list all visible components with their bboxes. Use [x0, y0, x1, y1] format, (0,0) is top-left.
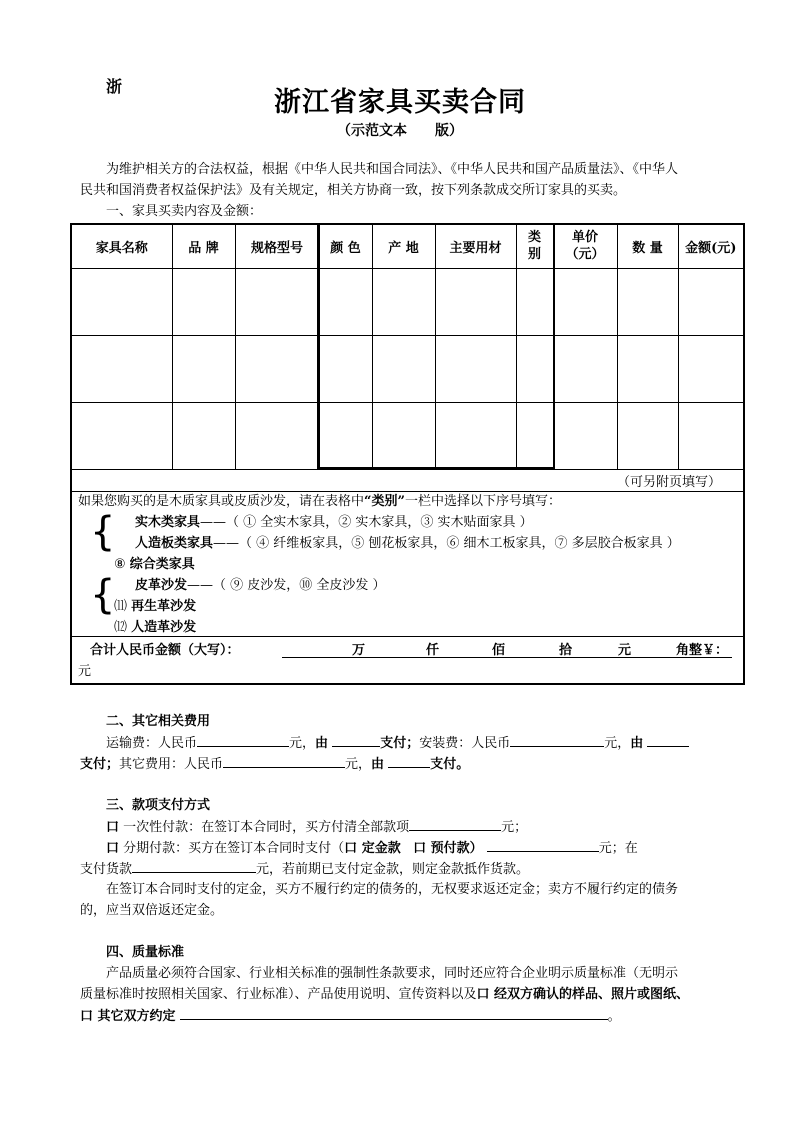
section4-line2 — [80, 984, 689, 1005]
table-cell[interactable] — [172, 268, 235, 335]
table-cell[interactable] — [617, 402, 678, 469]
yuan-text: 元， — [604, 736, 631, 751]
col-header-label: 别 — [527, 247, 541, 263]
category-label: 皮革沙发 — [135, 577, 188, 593]
total-tail: 元 — [78, 663, 92, 679]
category-label: 再生革沙发 — [131, 598, 197, 614]
unit-jiao: 角整￥： — [676, 642, 729, 658]
pay-text: 支付； — [380, 736, 420, 751]
col-header — [235, 224, 319, 268]
install-pay-amount-field[interactable] — [487, 837, 599, 852]
page-title: 浙江省家具买卖合同 — [274, 87, 526, 118]
unit-shi: 拾 — [559, 642, 573, 658]
lump-amount-field[interactable] — [409, 816, 501, 831]
shipping-amount-field[interactable] — [197, 732, 289, 747]
pay-end-text: 支付。 — [430, 757, 470, 772]
table-cell[interactable] — [678, 268, 744, 335]
table-highlight-box — [317, 223, 555, 469]
shipping-label: 运输费：人民币 — [106, 736, 198, 751]
table-cell[interactable] — [71, 335, 172, 402]
category-num: ⑾ — [114, 598, 128, 614]
col-header — [617, 224, 678, 268]
category-label: 人造革沙发 — [131, 619, 197, 635]
section1-heading: 一、家具买卖内容及金额： — [106, 204, 263, 219]
sample-option[interactable]: 口 经双方确认的样品、照片或图纸、 — [476, 987, 690, 1002]
col-header-label: 家具名称 — [95, 240, 148, 256]
table-cell[interactable] — [553, 402, 617, 469]
other-fee-label: 其它费用：人民币 — [119, 757, 224, 772]
col-header-label: 类 — [527, 230, 541, 246]
col-header-label: （元） — [565, 247, 605, 263]
table-cell[interactable] — [553, 335, 617, 402]
category-note-text: 如果您购买的是木质家具或皮质沙发，请在表格中 — [78, 493, 365, 509]
by-text: 由 — [371, 757, 385, 772]
col-header-label: 产 地 — [388, 240, 419, 256]
by-text: 由 — [315, 736, 329, 751]
table-cell[interactable] — [678, 402, 744, 469]
col-header-label: 单价 — [571, 230, 598, 246]
install-checkbox[interactable]: 口 — [106, 841, 120, 856]
install-amount-field[interactable] — [510, 732, 604, 747]
col-header-label: 数 量 — [632, 240, 663, 256]
lump-checkbox[interactable]: 口 — [106, 820, 120, 835]
category-item — [135, 533, 680, 554]
category-note-key: “类别” — [364, 493, 405, 509]
pay-text: 支付； — [80, 757, 120, 772]
col-header — [172, 224, 235, 268]
install-payer-field[interactable] — [647, 732, 689, 747]
section3-line4: 的，应当双倍返还定金。 — [80, 903, 224, 918]
category-item — [135, 512, 533, 533]
category-options: ——（ ⑨ 皮沙发，⑩ 全皮沙发 ） — [187, 577, 386, 593]
col-header — [71, 224, 172, 268]
total-amount-line[interactable] — [282, 642, 732, 658]
category-num: ⑧ — [114, 556, 126, 572]
attach-note: （可另附页填写） — [71, 469, 744, 491]
category-options: ——（ ④ 纤维板家具，⑤ 刨花板家具，⑥ 细木工板家具，⑦ 多层胶合板家具 ） — [213, 535, 680, 551]
section2-heading: 二、其它相关费用 — [106, 714, 211, 729]
install-end: 元；在 — [598, 841, 638, 856]
col-header — [553, 224, 617, 268]
col-header-label: 颜 色 — [330, 240, 361, 256]
other-payer-field[interactable] — [388, 753, 430, 768]
category-num: ⑿ — [114, 619, 128, 635]
category-item — [114, 554, 195, 575]
table-cell[interactable] — [235, 268, 319, 335]
other-amount-field[interactable] — [223, 753, 345, 768]
prepay-option[interactable]: 口 预付款 — [413, 841, 470, 856]
category-item — [114, 596, 196, 617]
unit-yuan: 元 — [618, 642, 632, 658]
category-options: ——（ ① 全实木家具，② 实木家具，③ 实木贴面家具 ） — [200, 514, 533, 530]
unit-wan: 万 — [352, 642, 366, 658]
section2-line-2 — [80, 753, 469, 775]
section3-heading: 三、款项支付方式 — [106, 798, 211, 813]
total-row — [71, 636, 744, 684]
section3-line2 — [80, 858, 529, 880]
unit-bai: 佰 — [492, 642, 506, 658]
section4-heading: 四、质量标准 — [106, 945, 185, 960]
total-label: 合计人民币金额（大写）： — [90, 642, 240, 658]
brace-wood: { — [90, 508, 116, 555]
category-label: 实木类家具 — [135, 514, 201, 530]
intro-line-1: 为维护相关方的合法权益，根据《中华人民共和国合同法》、《中华人民共和国产品质量法》、《中华人 — [106, 162, 679, 177]
section2-line-1 — [106, 732, 689, 754]
table-cell[interactable] — [71, 402, 172, 469]
table-cell[interactable] — [172, 335, 235, 402]
col-header-label: 金额(元) — [685, 240, 737, 256]
line3-end: 。 — [607, 1009, 621, 1024]
yuan-text: 元， — [345, 757, 372, 772]
brace-leather: { — [90, 571, 116, 618]
col-header — [678, 224, 744, 268]
install-text: 分期付款：买方在签订本合同时支付（ — [123, 841, 345, 856]
install-label: 安装费：人民币 — [419, 736, 511, 751]
category-note — [78, 491, 561, 512]
section4-line1: 产品质量必须符合国家、行业相关标准的强制性条款要求，同时还应符合企业明示质量标准（无明示 — [106, 966, 679, 981]
category-item — [114, 617, 196, 638]
table-cell[interactable] — [71, 268, 172, 335]
unit-qian: 仟 — [426, 642, 440, 658]
by-text: 由 — [630, 736, 644, 751]
category-row — [71, 491, 744, 636]
lump-text: 一次性付款：在签订本合同时，买方付清全部款项 — [123, 820, 410, 835]
col-header-label: 品 牌 — [188, 240, 219, 256]
table-cell[interactable] — [553, 268, 617, 335]
table-cell[interactable] — [617, 268, 678, 335]
section4-line3 — [80, 1005, 621, 1027]
section3-line3: 在签订本合同时支付的定金，买方不履行约定的债务的，无权要求返还定金；卖方不履行约定的债务 — [106, 882, 679, 897]
col-header-label: 主要用材 — [449, 240, 502, 256]
goods-pay-amount-field[interactable] — [132, 858, 256, 873]
corner-mark: 浙 — [106, 77, 123, 96]
section3-lump — [106, 816, 527, 838]
line2-post: 元，若前期已支付定金款，则定金款抵作货款。 — [256, 862, 530, 877]
yuan-text: 元， — [289, 736, 316, 751]
col-header-label: 规格型号 — [250, 240, 303, 256]
attach-note-row — [71, 469, 744, 491]
category-label: 人造板类家具 — [135, 535, 214, 551]
table-cell[interactable] — [235, 402, 319, 469]
table-cell[interactable] — [678, 335, 744, 402]
lump-end: 元； — [501, 820, 528, 835]
other-agreement-field[interactable] — [180, 1005, 608, 1020]
shipping-payer-field[interactable] — [332, 732, 380, 747]
total-cell — [71, 636, 744, 684]
intro-line-2: 民共和国消费者权益保护法》及有关规定，相关方协商一致，按下列条款成交所订家具的买卖。 — [80, 183, 627, 198]
category-cell — [71, 491, 744, 636]
table-cell[interactable] — [617, 335, 678, 402]
table-cell[interactable] — [235, 335, 319, 402]
page-subtitle: （示范文本 版） — [337, 123, 463, 139]
section3-install: 口 分期付款：买方在签订本合同时支付（口 定金款 口 预付款） 元；在 — [106, 837, 638, 859]
category-item — [135, 575, 386, 596]
category-note-text: 一栏中选择以下序号填写： — [404, 493, 561, 509]
other-agreement-option[interactable]: 口 其它双方约定 — [80, 1009, 176, 1024]
line2-pre-text: 质量标准时按照相关国家、行业标准）、产品使用说明、宣传资料以及 — [80, 987, 477, 1002]
table-cell[interactable] — [172, 402, 235, 469]
category-label: 综合类家具 — [129, 556, 195, 572]
line2-pre: 支付货款 — [80, 862, 133, 877]
deposit-option[interactable]: 口 定金款 — [344, 841, 401, 856]
